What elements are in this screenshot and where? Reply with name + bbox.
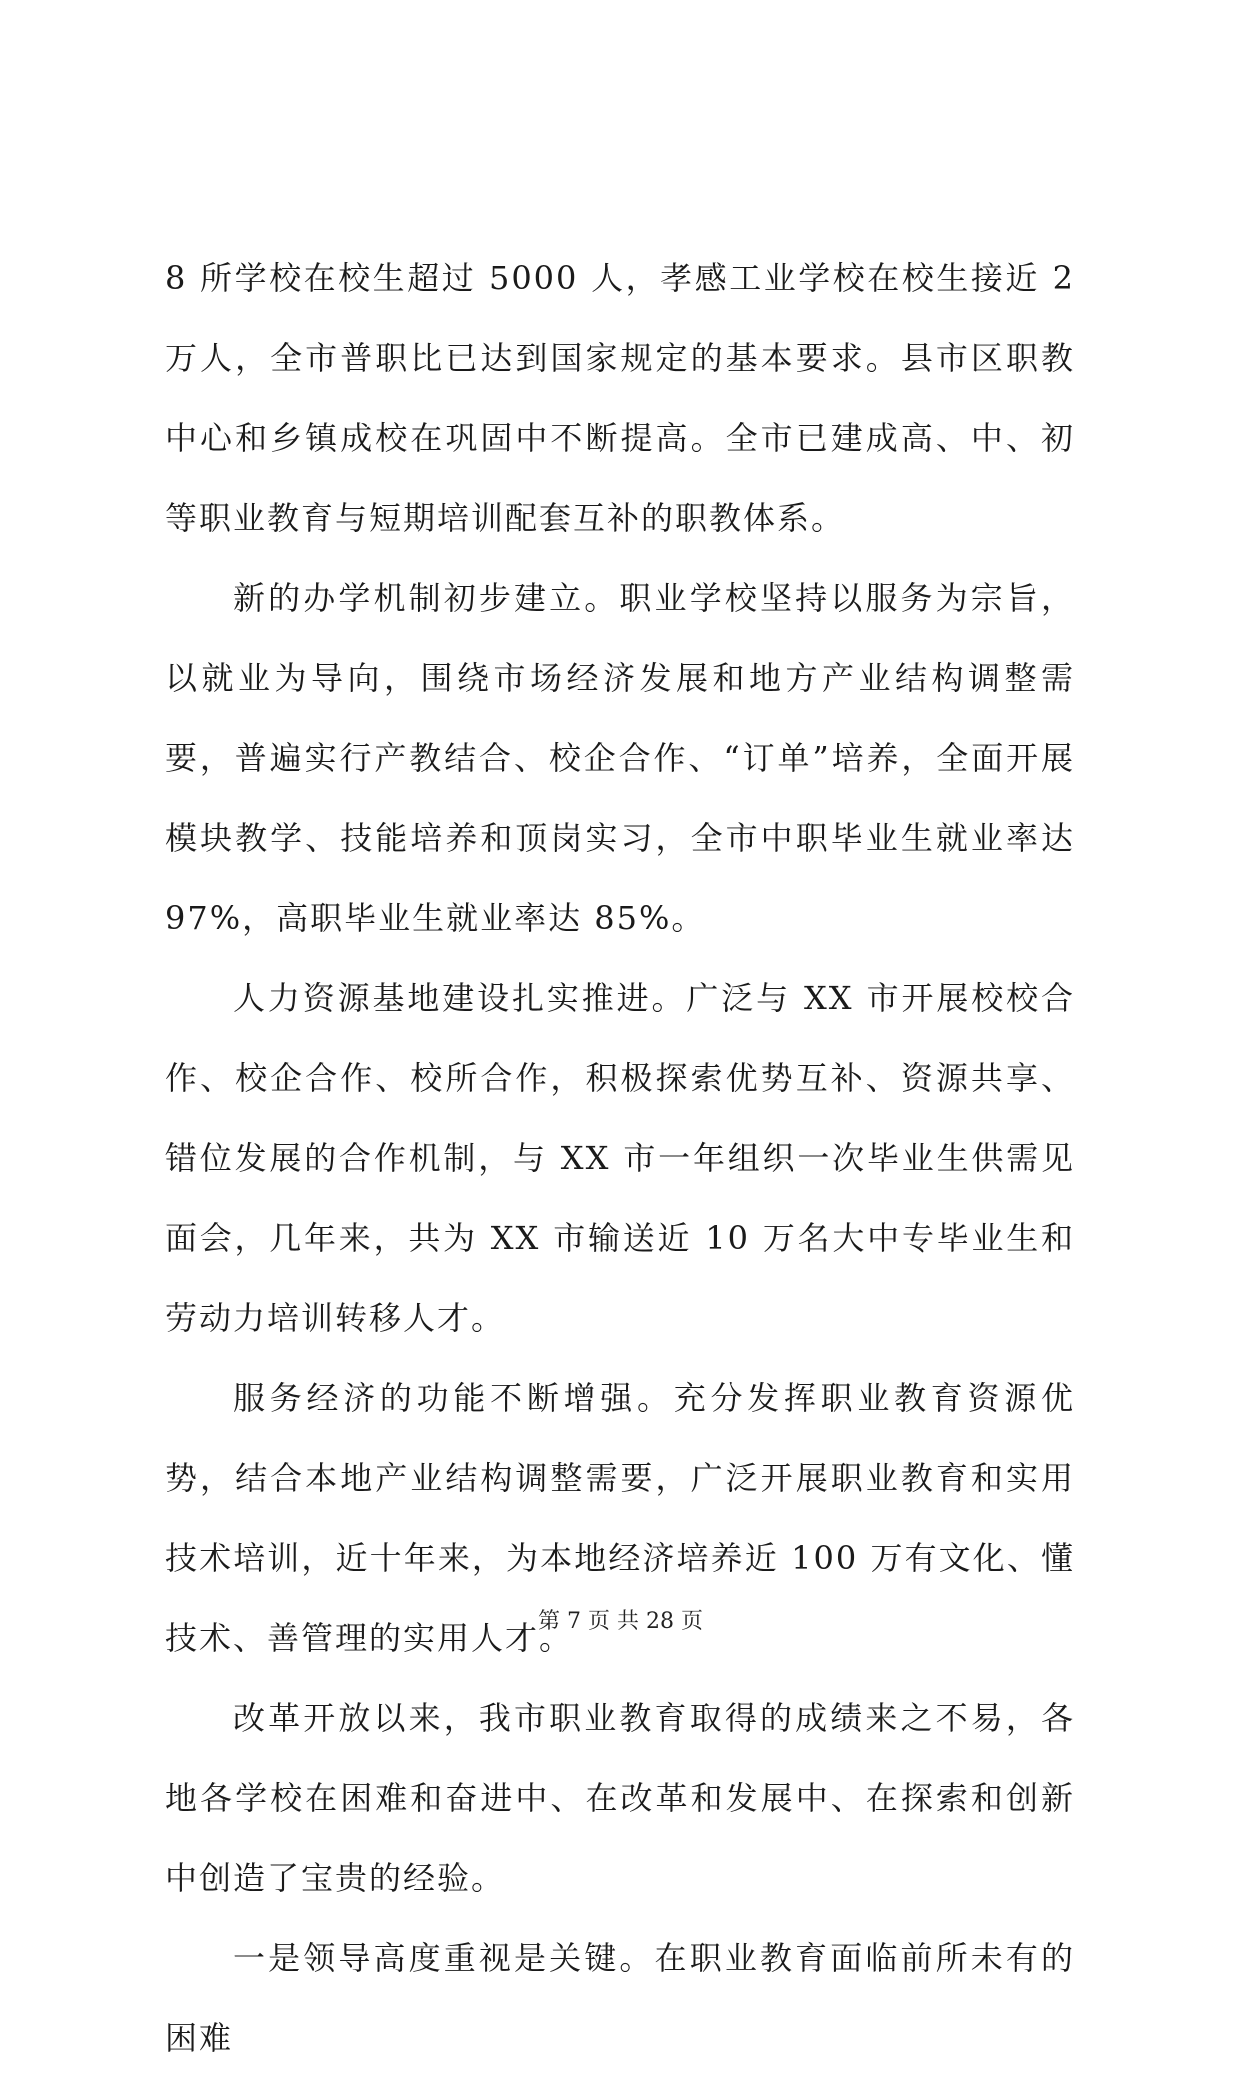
paragraph-4: 服务经济的功能不断增强。充分发挥职业教育资源优势，结合本地产业结构调整需要，广泛开展职业教育和实用技术培训，近十年来，为本地经济培养近 100 万有文化、懂技术、善管理的实用人才。	[165, 1379, 1075, 1657]
page-number-footer: 第 7 页 共 28 页	[538, 1609, 703, 1634]
paragraph-5: 改革开放以来，我市职业教育取得的成绩来之不易，各地各学校在困难和奋进中、在改革和发展中、在探索和创新中创造了宝贵的经验。	[165, 1699, 1075, 1897]
paragraph-6: 一是领导高度重视是关键。在职业教育面临前所未有的困难	[165, 1939, 1075, 2057]
document-body	[165, 238, 1075, 2078]
paragraph-2: 新的办学机制初步建立。职业学校坚持以服务为宗旨，以就业为导向，围绕市场经济发展和地方产业结构调整需要，普遍实行产教结合、校企合作、“订单”培养，全面开展模块教学、技能培养和顶岗实习，全市中职毕业生就业率达 97%，高职毕业生就业率达 85%。	[165, 579, 1075, 937]
paragraph-3: 人力资源基地建设扎实推进。广泛与 XX 市开展校校合作、校企合作、校所合作，积极探索优势互补、资源共享、错位发展的合作机制，与 XX 市一年组织一次毕业生供需见面会，几年来，共为 XX 市输送近 10 万名大中专毕业生和劳动力培训转移人才。	[165, 979, 1075, 1337]
paragraph-1: 8 所学校在校生超过 5000 人，孝感工业学校在校生接近 2 万人，全市普职比已达到国家规定的基本要求。县市区职教中心和乡镇成校在巩固中不断提高。全市已建成高、中、初等职业教育与短期培训配套互补的职教体系。	[165, 259, 1075, 537]
